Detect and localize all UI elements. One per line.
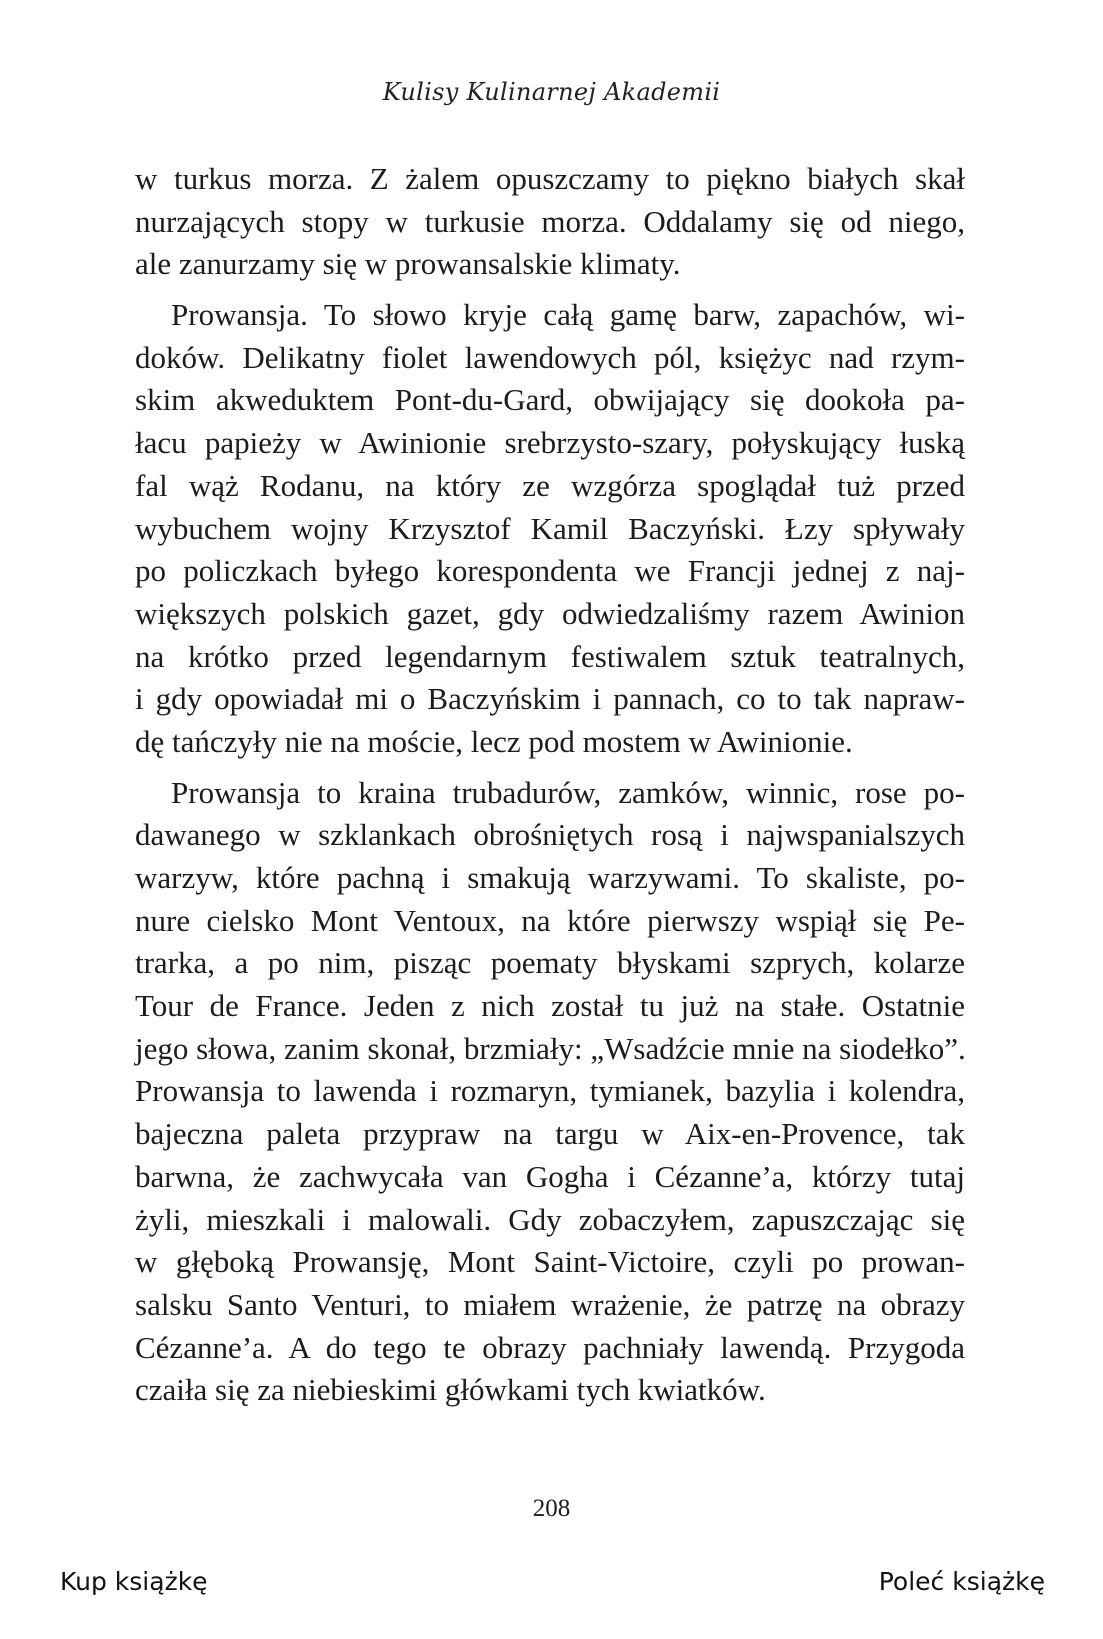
text-line: doków. Delikatny fiolet lawendowych pól, księżyc nad rzym- xyxy=(135,339,965,375)
text-line: wybuchem wojny Krzysztof Kamil Baczyński. Łzy spływały xyxy=(135,510,965,546)
body-text xyxy=(135,158,965,1420)
buy-book-link[interactable]: Kup książkę xyxy=(60,1567,208,1596)
page-number: 208 xyxy=(532,1495,571,1522)
running-title: Kulisy Kulinarnej Akademii xyxy=(382,78,721,106)
paragraph xyxy=(135,294,965,764)
text-line: Prowansja to lawenda i rozmaryn, tymianek, bazylia i kolendra, xyxy=(135,1073,965,1109)
text-line: trarka, a po nim, pisząc poematy błyskami szprych, kolarze xyxy=(135,945,965,981)
paragraph xyxy=(135,772,965,1412)
text-line: czaiła się za niebieskimi główkami tych kwiatków. xyxy=(135,1372,766,1408)
text-line: dę tańczyły nie na moście, lecz pod mostem w Awinionie. xyxy=(135,723,853,759)
text-line: Prowansja. To słowo kryje całą gamę barw, zapachów, wi- xyxy=(171,297,965,333)
text-line: ale zanurzamy się w prowansalskie klimaty. xyxy=(135,246,681,282)
text-line: bajeczna paleta przypraw na targu w Aix-en-Provence, tak xyxy=(135,1116,965,1152)
text-line: w głęboką Prowansję, Mont Saint-Victoire, czyli po prowan- xyxy=(135,1244,965,1280)
text-line: dawanego w szklankach obrośniętych rosą i najwspanialszych xyxy=(135,817,965,853)
text-line: skim akweduktem Pont-du-Gard, obwijający się dookoła pa- xyxy=(135,382,965,418)
text-line: fal wąż Rodanu, na który ze wzgórza spoglądał tuż przed xyxy=(135,467,965,503)
text-line: salsku Santo Venturi, to miałem wrażenie, że patrzę na obrazy xyxy=(135,1286,965,1322)
text-line: większych polskich gazet, gdy odwiedzaliśmy razem Awinion xyxy=(135,595,965,631)
text-line: jego słowa, zanim skonał, brzmiały: „Wsadźcie mnie na siodełko”. xyxy=(135,1030,966,1066)
text-line: nurzających stopy w turkusie morza. Oddalamy się od niego, xyxy=(135,203,965,239)
text-line: w turkus morza. Z żalem opuszczamy to piękno białych skał xyxy=(135,161,965,196)
paragraph xyxy=(135,158,965,286)
text-line: warzyw, które pachną i smakują warzywami. To skaliste, po- xyxy=(135,860,965,895)
text-line: Prowansja to kraina trubadurów, zamków, winnic, rose po- xyxy=(171,774,965,810)
text-line: łacu papieży w Awinionie srebrzysto-szary, połyskujący łuską xyxy=(135,425,965,461)
text-line: po policzkach byłego korespondenta we Francji jednej z naj- xyxy=(135,553,965,589)
text-line: nure cielsko Mont Ventoux, na które pierwszy wspiął się Pe- xyxy=(135,902,965,938)
text-line: i gdy opowiadał mi o Baczyńskim i pannach, co to tak napraw- xyxy=(135,681,965,717)
recommend-book-link[interactable]: Poleć książkę xyxy=(878,1567,1045,1596)
text-line: barwna, że zachwycała van Gogha i Cézanne’a, którzy tutaj xyxy=(135,1158,965,1194)
text-line: żyli, mieszkali i malowali. Gdy zobaczyłem, zapuszczając się xyxy=(135,1201,965,1237)
text-line: Tour de France. Jeden z nich został tu już na stałe. Ostatnie xyxy=(135,988,965,1024)
text-line: Cézanne’a. A do tego te obrazy pachniały lawendą. Przygoda xyxy=(135,1329,965,1365)
text-line: na krótko przed legendarnym festiwalem sztuk teatralnych, xyxy=(135,638,965,674)
